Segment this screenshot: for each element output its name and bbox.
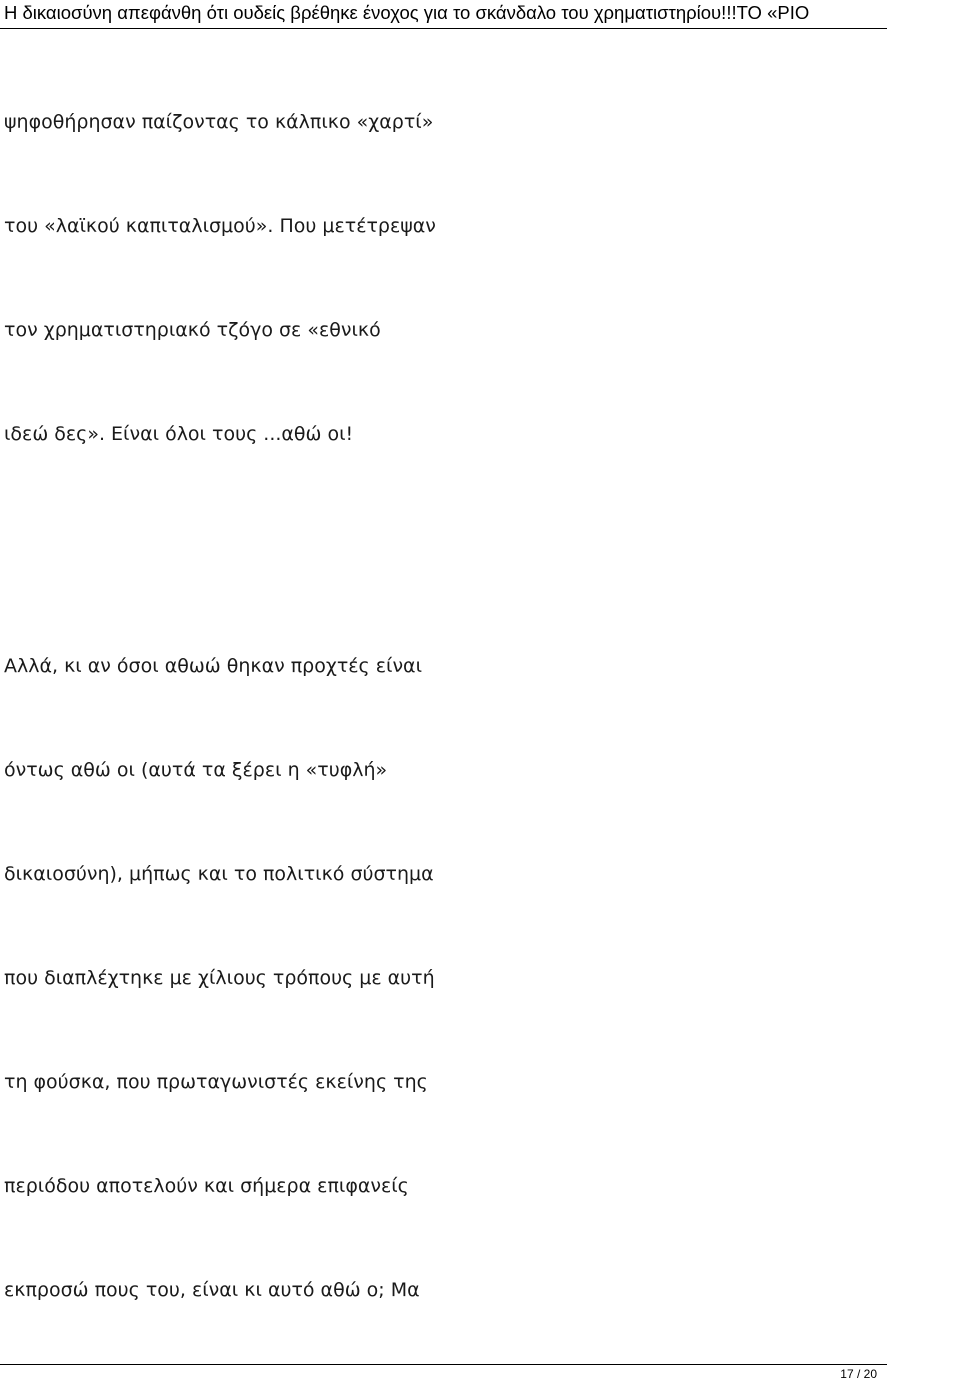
body-line-2: του «λαϊκού καπιταλισμού». Που μετέτρεψαν bbox=[4, 215, 436, 237]
body-line-10: περιόδου αποτελούν και σήμερα επιφανείς bbox=[4, 1175, 409, 1197]
body-line-9: τη φούσκα, που πρωταγωνιστές εκείνης της bbox=[4, 1071, 428, 1093]
body-line-1: ψηφοθήρησαν παίζοντας το κάλπικο «χαρτί» bbox=[4, 111, 434, 133]
body-line-6: όντως αθώ οι (αυτά τα ξέρει η «τυφλή» bbox=[4, 759, 388, 781]
body-line-8: που διαπλέχτηκε με χίλιους τρόπους με αυτή bbox=[4, 967, 435, 989]
body-line-7: δικαιοσύνη), μήπως και το πολιτικό σύστημα bbox=[4, 863, 434, 885]
body-line-11: εκπροσώ πους του, είναι κι αυτό αθώ ο; Μα bbox=[4, 1279, 420, 1301]
footer-divider bbox=[0, 1364, 887, 1365]
body-line-3: τον χρηματιστηριακό τζόγο σε «εθνικό bbox=[4, 319, 381, 341]
body-line-4: ιδεώ δες». Είναι όλοι τους ...αθώ οι! bbox=[4, 423, 354, 445]
header-divider bbox=[0, 28, 887, 29]
body-line-5: Αλλά, κι αν όσοι αθωώ θηκαν προχτές είναι bbox=[4, 655, 423, 677]
page-number: 17 / 20 bbox=[840, 1367, 877, 1381]
document-title: Η δικαιοσύνη απεφάνθη ότι ουδείς βρέθηκε ένοχος για το σκάνδαλο του χρηματιστηρίου!!!ΤΟ «ΡΙΟ bbox=[4, 2, 810, 23]
